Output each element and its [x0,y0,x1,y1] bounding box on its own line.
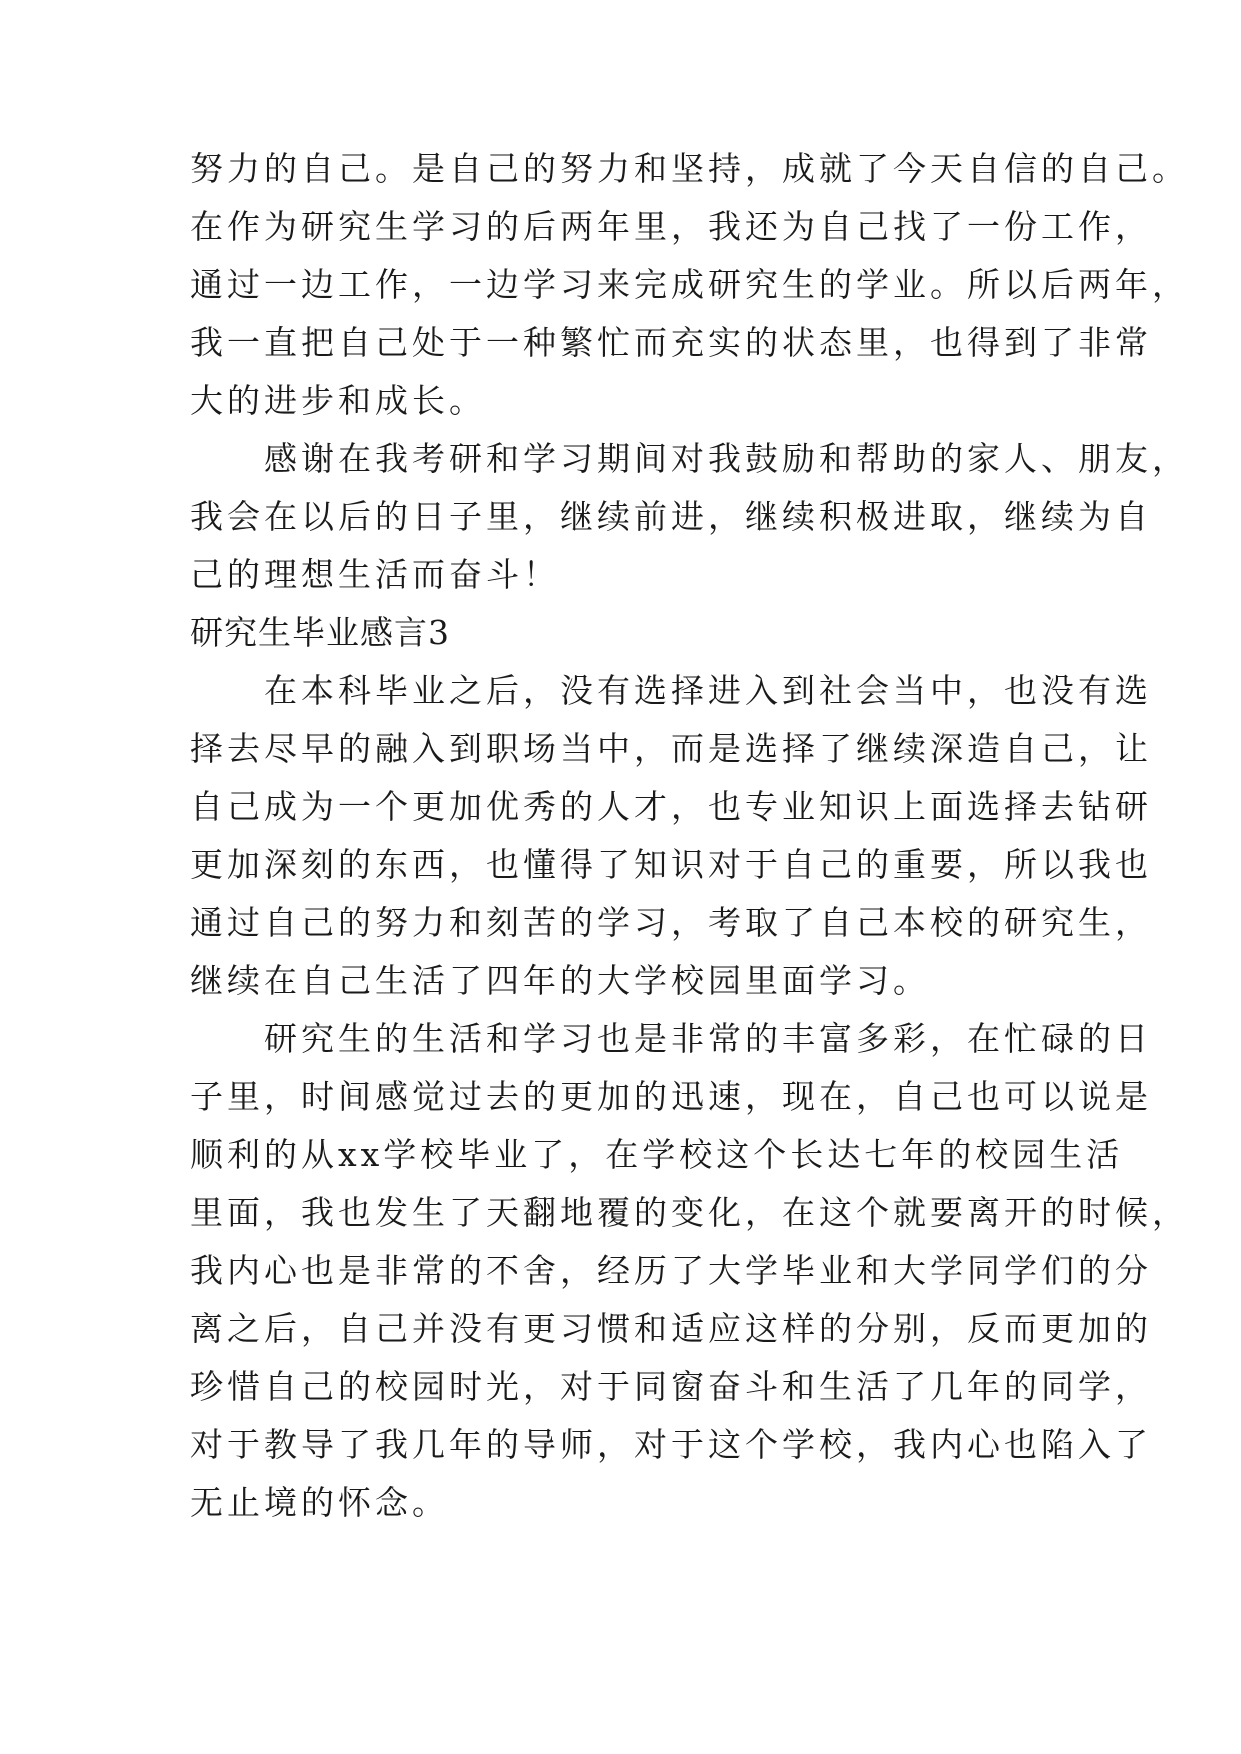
text-line: 子里，时间感觉过去的更加的迅速，现在，自己也可以说是 [190,1077,1152,1116]
text-line: 珍惜自己的校园时光，对于同窗奋斗和生活了几年的同学， [190,1367,1152,1406]
text-line: 我内心也是非常的不舍，经历了大学毕业和大学同学们的分 [190,1251,1152,1290]
text-line: 顺利的从xx学校毕业了，在学校这个长达七年的校园生活 [190,1135,1124,1174]
text-line: 己的理想生活而奋斗！ [190,555,560,594]
text-line: 通过自己的努力和刻苦的学习，考取了自己本校的研究生， [190,903,1152,942]
text-line: 大的进步和成长。 [190,381,486,420]
text-line: 更加深刻的东西，也懂得了知识对于自己的重要，所以我也 [190,845,1152,884]
document-body [190,140,1189,1532]
text-line: 努力的自己。是自己的努力和坚持，成就了今天自信的自己。 [190,149,1189,188]
text-line: 通过一边工作，一边学习来完成研究生的学业。所以后两年， [190,265,1189,304]
text-line: 我一直把自己处于一种繁忙而充实的状态里，也得到了非常 [190,323,1152,362]
text-line: 择去尽早的融入到职场当中，而是选择了继续深造自己，让 [190,729,1152,768]
text-line: 对于教导了我几年的导师，对于这个学校，我内心也陷入了 [190,1425,1152,1464]
section-heading: 研究生毕业感言3 [190,613,450,652]
text-line: 里面，我也发生了天翻地覆的变化，在这个就要离开的时候， [190,1193,1189,1232]
text-line: 自己成为一个更加优秀的人才，也专业知识上面选择去钻研 [190,787,1152,826]
text-line: 我会在以后的日子里，继续前进，继续积极进取，继续为自 [190,497,1152,536]
text-line: 离之后，自己并没有更习惯和适应这样的分别，反而更加的 [190,1309,1152,1348]
text-line: 研究生的生活和学习也是非常的丰富多彩，在忙碌的日 [190,1019,1152,1058]
text-line: 在本科毕业之后，没有选择进入到社会当中，也没有选 [190,671,1152,710]
text-line: 无止境的怀念。 [190,1483,449,1522]
text-line: 在作为研究生学习的后两年里，我还为自己找了一份工作， [190,207,1152,246]
text-line: 感谢在我考研和学习期间对我鼓励和帮助的家人、朋友， [190,439,1189,478]
text-line: 继续在自己生活了四年的大学校园里面学习。 [190,961,930,1000]
